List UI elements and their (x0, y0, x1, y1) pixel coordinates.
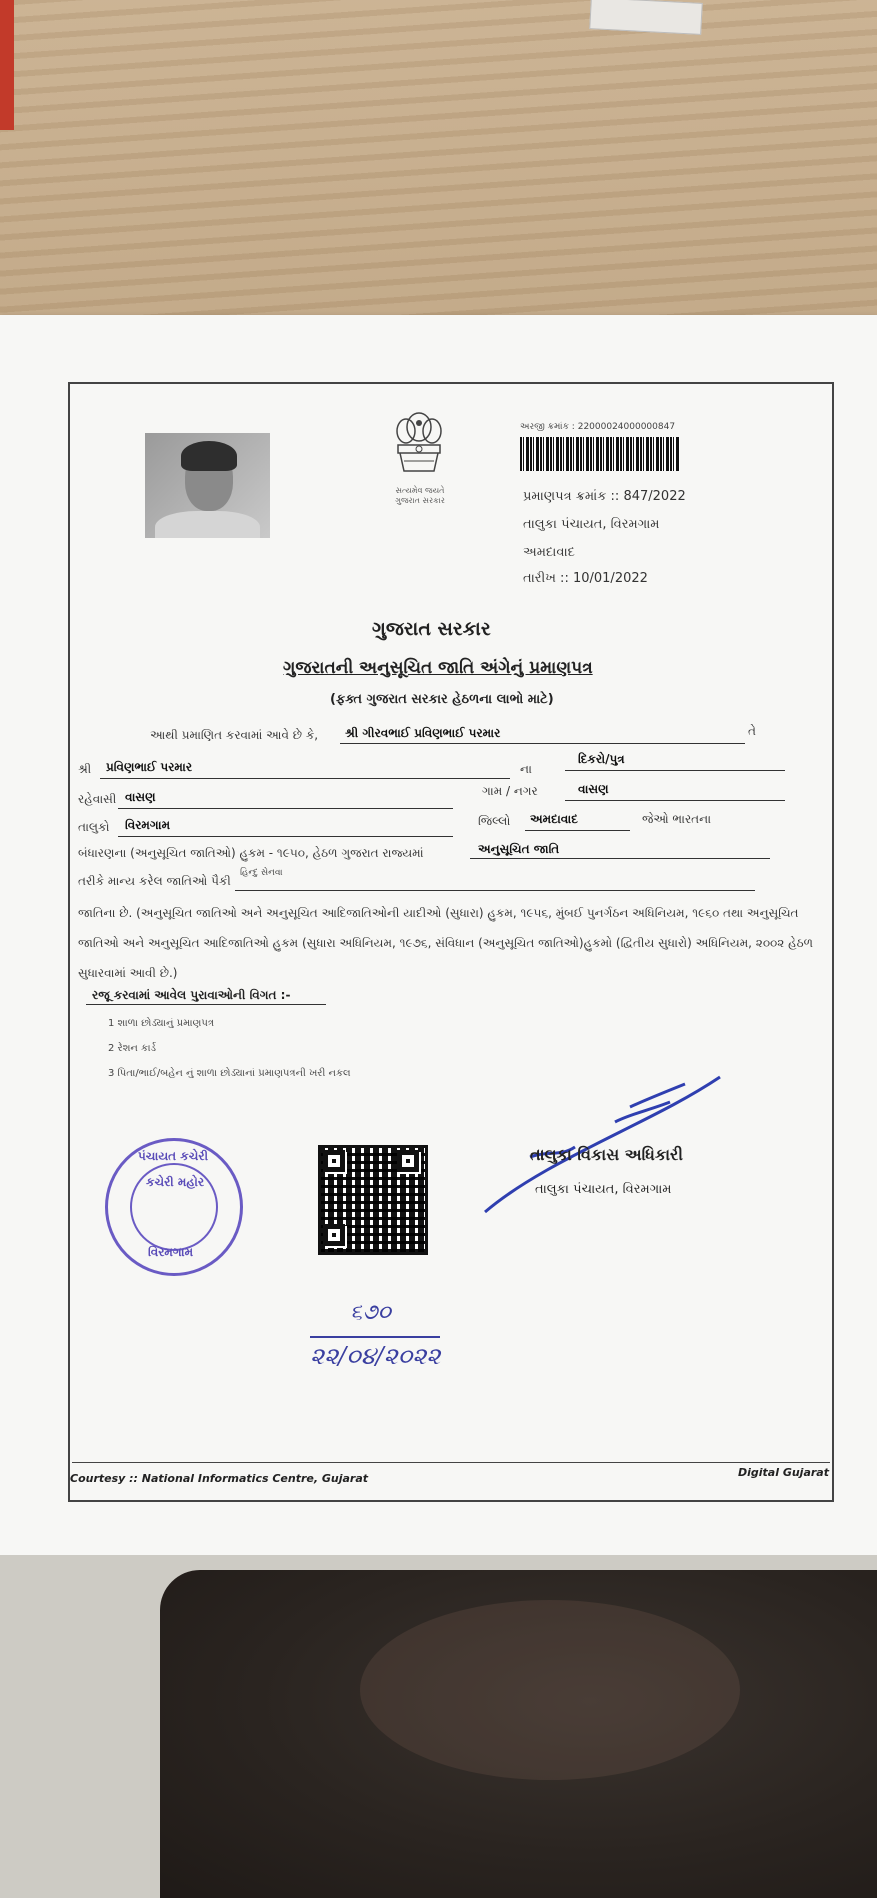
je-bharat-text: જેઓ ભારતના (642, 812, 712, 826)
barcode (520, 437, 680, 471)
category-value: અનુસૂચિત જાતિ (478, 842, 560, 856)
certificate-title: ગુજરાતની અનુસૂચિત જાતિ અંગેનું પ્રમાણપત્ર (283, 658, 593, 678)
relation: દિકરો/પુત્ર (578, 752, 625, 766)
certificate-number: પ્રમાણપત્ર ક્રમાંક :: 847/2022 (523, 489, 686, 504)
recognised-text: તરીકે માન્ય કરેલ જાતિઓ પૈકી (78, 874, 231, 888)
signatory-title: તાલુકા વિકાસ અધિકારી (530, 1145, 683, 1164)
issuing-office: તાલુકા પંચાયત, વિરમગામ (523, 517, 660, 532)
emblem-caption: સત્યમેવ જયતે ગુજરાત સરકાર (395, 486, 445, 505)
wooden-table-background (0, 0, 877, 330)
document-item-2: 2 રેશન કાર્ડ (108, 1043, 157, 1054)
applicant-photo (145, 433, 270, 538)
caste-value: હિન્દુ સેનવા (240, 868, 283, 878)
constitution-text: બંધારણના (અનુસૂચિત જાતિઓ) હુકમ - ૧૯૫૦, હેઠળ ગુજરાત રાજ્યમાં (78, 846, 424, 860)
na-text: ના (520, 762, 532, 776)
taluka-label: તાલુકો (78, 820, 110, 834)
father-name: પ્રવિણભાઈ પરમાર (106, 760, 193, 774)
applicant-name: શ્રી ગીરવભાઈ પ્રવિણભાઈ પરમાર (345, 726, 501, 740)
serial-number: અરજી ક્રમાંક : 22000024000000847 (520, 422, 676, 432)
signature-scribble (480, 1062, 730, 1222)
te-text: તે (748, 724, 756, 738)
cloth-shine (360, 1600, 740, 1780)
shri-text: શ્રી (78, 762, 92, 776)
document-item-1: 1 શાળા છોડ્યાનું પ્રમાણપત્ર (108, 1018, 214, 1029)
legal-paragraph: જાતિના છે. (અનુસૂચિત જાતિઓ અને અનુસૂચિત આદિજાતિઓની યાદીઓ (સુધારા) હુકમ, ૧૯૫૬, મુંબઈ પુનર્ગઠન અધિનિયમ, ૧૯૬૦ તથા અનુસૂચિત જાતિઓ અને અનુસૂચિત આદિજાતિઓ હુકમ (સુધારા અધિનિયમ, ૧૯૭૬, સંવિધાન (અનુસૂચિત જાતિઓ)હુકમો (દ્વિતીય સુધારો) અધિનિયમ, ૨૦૦૨ હેઠળ સુધારવામાં આવી છે.) (78, 906, 814, 980)
certificate-subtitle: (ફક્ત ગુજરાત સરકાર હેઠળના લાભો માટે) (330, 692, 554, 707)
district-value: અમદાવાદ (530, 812, 578, 826)
documents-heading: રજૂ કરવામાં આવેલ પુરાવાઓની વિગત :- (92, 988, 291, 1002)
village-value: વાસણ (578, 782, 609, 796)
footer-divider (72, 1462, 830, 1463)
resident-value: વાસણ (125, 790, 156, 804)
handwritten-number: ૬૭૦ (350, 1300, 391, 1325)
resident-label: રહેવાસી (78, 792, 117, 806)
district-label: જિલ્લો (478, 814, 511, 828)
courtesy-footer: Courtesy :: National Informatics Centre, Gujarat (70, 1472, 369, 1485)
red-object-edge (0, 0, 14, 130)
card-edge (589, 0, 703, 35)
government-title: ગુજરાત સરકાર (372, 618, 491, 640)
qr-code (318, 1145, 428, 1255)
issuing-district: અમદાવાદ (523, 545, 575, 560)
signatory-office: તાલુકા પંચાયત, વિરમગામ (535, 1182, 672, 1197)
issue-date: તારીખ :: 10/01/2022 (523, 571, 648, 586)
document-item-3: 3 પિતા/ભાઈ/બહેન નું શાળા છોડ્યાનાં પ્રમાણપત્રની ખરી નકલ (108, 1068, 351, 1079)
handwritten-date: ૨૨/૦૪/૨૦૨૨ (310, 1336, 440, 1370)
intro-text: આથી પ્રમાણિત કરવામાં આવે છે કે, (150, 728, 319, 742)
state-emblem-icon (384, 405, 454, 475)
taluka-value: વિરમગામ (125, 818, 171, 832)
village-label: ગામ / નગર (482, 784, 538, 798)
digital-gujarat-footer: Digital Gujarat (738, 1466, 829, 1479)
office-seal: પંચાયત કચેરી કચેરી મહોર વિરમગામ (105, 1138, 243, 1276)
